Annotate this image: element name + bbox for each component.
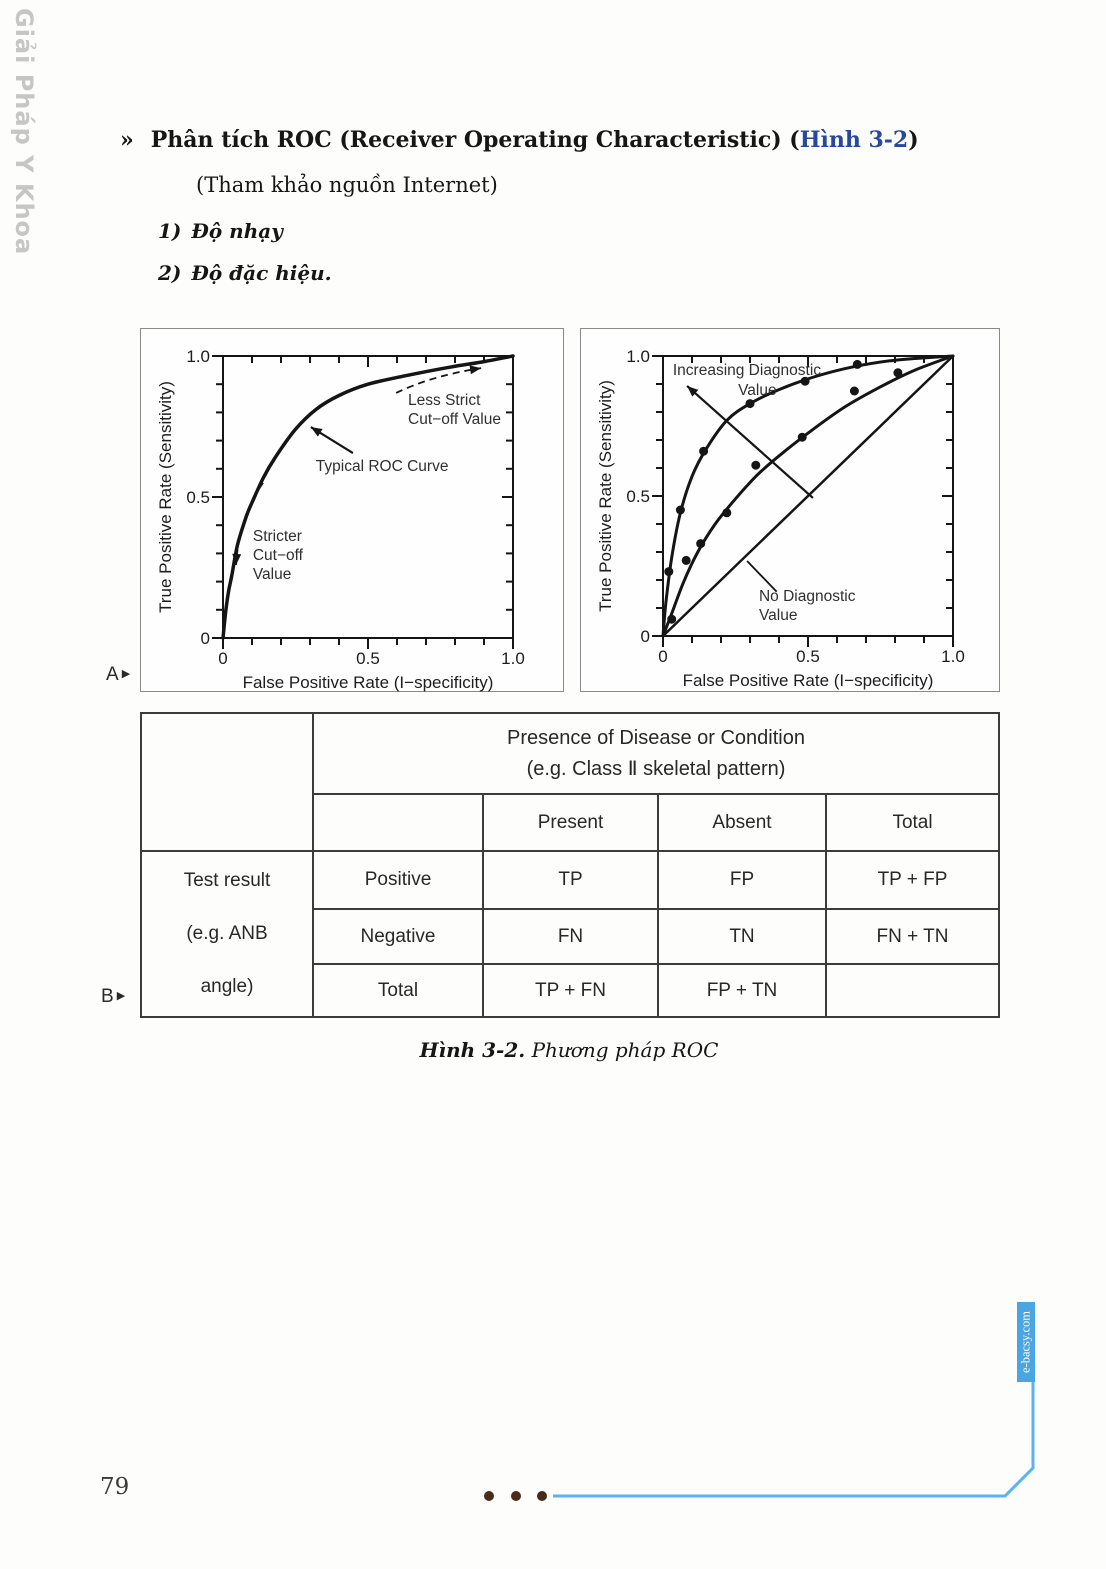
data-point <box>696 539 705 548</box>
svg-text:1.0: 1.0 <box>626 347 650 366</box>
column-header-present: Present <box>483 794 658 851</box>
svg-text:0.5: 0.5 <box>186 488 210 507</box>
data-point <box>893 368 902 377</box>
data-point <box>751 461 760 470</box>
cell-tp: TP <box>483 851 658 909</box>
header-line1: Presence of Disease or Condition <box>507 726 805 749</box>
header-line2: (e.g. Class Ⅱ skeletal pattern) <box>526 757 786 780</box>
data-point <box>853 360 862 369</box>
svg-text:0.5: 0.5 <box>796 647 820 666</box>
chart-annotation: Less Strict <box>408 392 481 410</box>
row-label-line: Test result <box>183 869 271 891</box>
table-corner-cell <box>141 713 313 851</box>
svg-text:0.5: 0.5 <box>626 487 650 506</box>
chart-annotation: Value <box>738 381 777 399</box>
svg-text:False Positive Rate (I−specifi: False Positive Rate (I−specificity) <box>682 671 934 690</box>
list-item-sensitivity <box>158 219 283 243</box>
heading-paren-close: ) <box>908 127 919 153</box>
svg-text:1.0: 1.0 <box>186 347 210 366</box>
data-point <box>850 387 859 396</box>
cell-fp: FP <box>658 851 826 909</box>
table-header-cell <box>313 713 999 794</box>
figure-part-label-a <box>106 664 130 686</box>
svg-text:0: 0 <box>658 647 668 666</box>
svg-text:False Positive Rate (I−specifi: False Positive Rate (I−specificity) <box>242 673 494 692</box>
cell-tp-fn: TP + FN <box>483 964 658 1017</box>
row-header-negative: Negative <box>313 909 483 964</box>
column-header-total: Total <box>826 794 999 851</box>
page-number: 79 <box>100 1474 130 1500</box>
data-point <box>798 433 807 442</box>
ebacsy-badge-text: e-bacsy.com <box>1018 1310 1033 1374</box>
chart-annotation: Value <box>252 565 292 583</box>
heading-paren-open: ( <box>781 127 800 153</box>
figure-caption <box>140 1038 998 1062</box>
row-label-line: (e.g. ANB <box>186 922 268 944</box>
column-header-absent: Absent <box>658 794 826 851</box>
chart-annotation: Stricter <box>252 527 302 545</box>
footer-rule-line <box>553 1382 1033 1496</box>
data-point <box>746 399 755 408</box>
section-heading <box>120 127 919 153</box>
heading-text: Phân tích ROC (Receiver Operating Characteristic) <box>150 127 782 153</box>
triangle-right-icon: ▶ <box>116 990 126 1002</box>
chart-annotation: Cut−off <box>252 546 304 564</box>
caption-text: Phương pháp ROC <box>525 1038 719 1062</box>
cell-fn: FN <box>483 909 658 964</box>
list-text: Độ nhạy <box>191 219 283 243</box>
chart-annotation: Value <box>758 607 798 624</box>
roc-chart-typical-svg <box>141 329 563 691</box>
row-header-positive: Positive <box>313 851 483 909</box>
figure-part-label-b <box>101 986 125 1008</box>
watermark-text: Giải Pháp Y Khoa <box>10 8 38 256</box>
section-end-dot <box>537 1491 547 1501</box>
svg-text:0: 0 <box>218 649 228 668</box>
roc-chart-diagnostic-value <box>580 328 1000 692</box>
source-note: (Tham khảo nguồn Internet) <box>196 173 498 197</box>
list-item-specificity <box>158 261 332 285</box>
data-point <box>664 567 673 576</box>
cell-tn: TN <box>658 909 826 964</box>
figure-letter: A <box>106 664 119 685</box>
data-point <box>699 447 708 456</box>
svg-text:1.0: 1.0 <box>941 647 965 666</box>
data-point <box>667 615 676 624</box>
triangle-right-icon: ▶ <box>121 668 131 680</box>
section-end-dot <box>511 1491 521 1501</box>
section-end-dot <box>484 1491 494 1501</box>
figure-letter: B <box>101 986 114 1007</box>
data-point <box>722 508 731 517</box>
less-strict-cutoff-arrow <box>396 368 481 393</box>
table-blank-cell <box>313 794 483 851</box>
roc-chart-typical <box>140 328 564 692</box>
data-point <box>682 556 691 565</box>
data-point <box>676 506 685 515</box>
svg-text:True Positive Rate (Sensitivit: True Positive Rate (Sensitivity) <box>596 380 615 612</box>
figure-reference-link[interactable]: Hình 3-2 <box>799 127 909 153</box>
cell-empty-total <box>826 964 999 1017</box>
svg-text:0: 0 <box>640 627 650 646</box>
caption-number: Hình 3-2. <box>419 1038 526 1062</box>
chart-annotation: Typical ROC Curve <box>315 458 449 476</box>
svg-text:True Positive Rate (Sensitivit: True Positive Rate (Sensitivity) <box>156 381 175 613</box>
chart-annotation: No Diagnostic <box>758 588 856 605</box>
bullet-chevron-icon: » <box>120 127 134 153</box>
chart-annotation: Cut−off Value <box>408 411 501 429</box>
cell-fn-tn: FN + TN <box>826 909 999 964</box>
ebacsy-badge <box>1017 1302 1035 1382</box>
svg-text:1.0: 1.0 <box>501 649 525 668</box>
confusion-matrix-table <box>140 712 1000 1018</box>
cell-tp-fp: TP + FP <box>826 851 999 909</box>
row-header-total: Total <box>313 964 483 1017</box>
list-number: 1) <box>158 219 182 243</box>
list-number: 2) <box>158 261 182 285</box>
chart-annotation: Increasing Diagnostic <box>672 362 822 380</box>
cell-fp-tn: FP + TN <box>658 964 826 1017</box>
svg-text:0.5: 0.5 <box>356 649 380 668</box>
list-text: Độ đặc hiệu. <box>191 261 332 285</box>
row-label-test-result <box>141 851 313 1017</box>
svg-text:0: 0 <box>200 629 210 648</box>
row-label-line: angle) <box>200 976 254 998</box>
roc-chart-diagnostic-svg <box>581 329 999 691</box>
